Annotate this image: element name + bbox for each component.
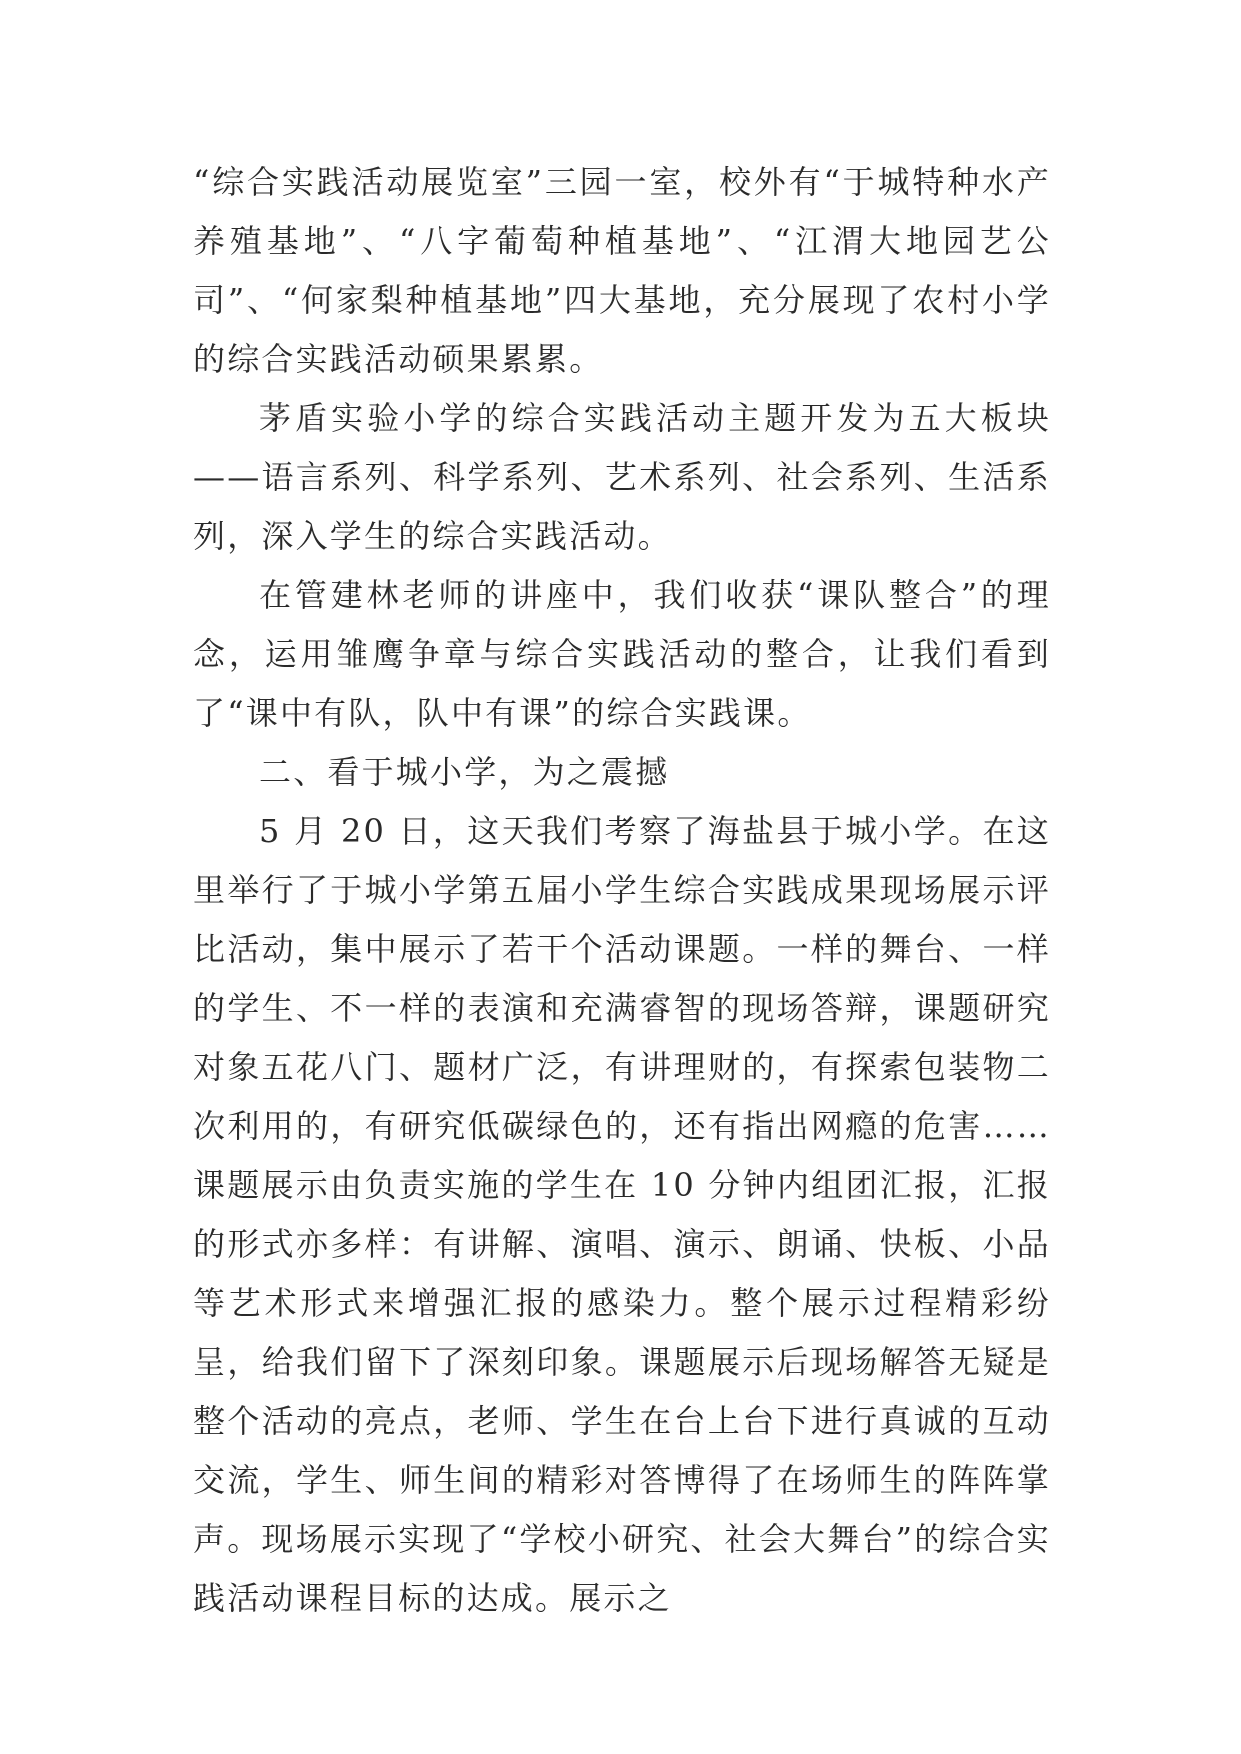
paragraph-yucheng-visit: 5 月 20 日，这天我们考察了海盐县于城小学。在这里举行了于城小学第五届小学生综合实践成果现场展示评比活动，集中展示了若干个活动课题。一样的舞台、一样的学生、不一样的表演和充满睿智的现场答辩，课题研究对象五花八门、题材广泛，有讲理财的，有探索包装物二次利用的，有研究低碳绿色的，还有指出网瘾的危害……课题展示由负责实施的学生在 10 分钟内组团汇报，汇报的形式亦多样：有讲解、演唱、演示、朗诵、快板、小品等艺术形式来增强汇报的感染力。整个展示过程精彩纷呈，给我们留下了深刻印象。课题展示后现场解答无疑是整个活动的亮点，老师、学生在台上台下进行真诚的互动交流，学生、师生间的精彩对答博得了在场师生的阵阵掌声。现场展示实现了“学校小研究、社会大舞台”的综合实践活动课程目标的达成。展示之 <box>193 812 1051 1617</box>
paragraph-lecture: 在管建林老师的讲座中，我们收获“课队整合”的理念，运用雏鹰争章与综合实践活动的整合，让我们看到了“课中有队，队中有课”的综合实践课。 <box>193 576 1051 732</box>
document-body <box>193 153 1051 1628</box>
paragraph-exhibition-bases: “综合实践活动展览室”三园一室，校外有“于城特种水产养殖基地”、“八字葡萄种植基地”、“江渭大地园艺公司”、“何家梨种植基地”四大基地，充分展现了农村小学的综合实践活动硕果累累。 <box>193 163 1051 378</box>
section-heading: 二、看于城小学，为之震撼 <box>259 753 670 791</box>
paragraph-maodun-school: 茅盾实验小学的综合实践活动主题开发为五大板块——语言系列、科学系列、艺术系列、社会系列、生活系列，深入学生的综合实践活动。 <box>193 399 1051 555</box>
